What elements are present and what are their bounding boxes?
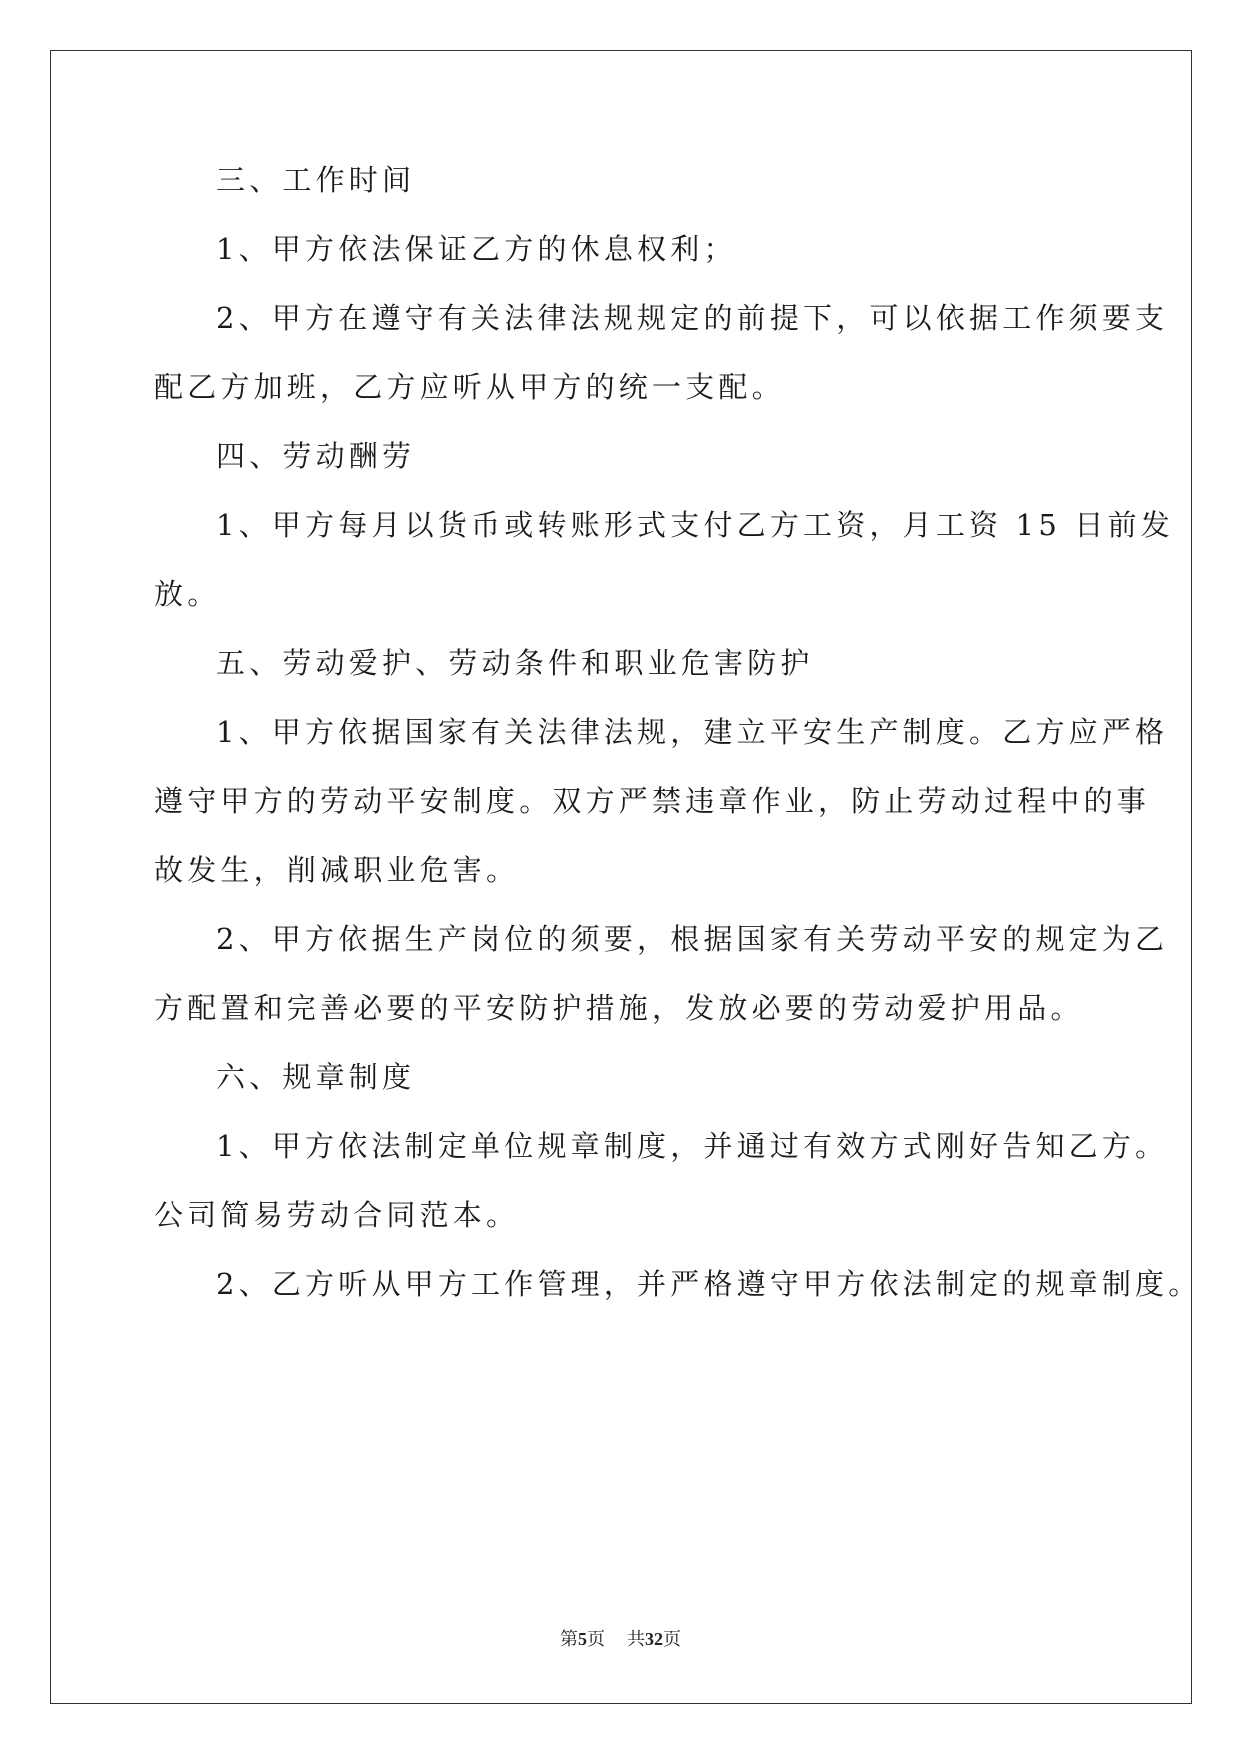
total-unit: 页 bbox=[663, 1629, 681, 1649]
paragraph-line: 遵守甲方的劳动平安制度。双方严禁违章作业，防止劳动过程中的事 bbox=[154, 784, 1151, 818]
paragraph-line: 1、甲方每月以货币或转账形式支付乙方工资，月工资 15 日前发 bbox=[216, 508, 1174, 542]
section-heading-remuneration: 四、劳动酬劳 bbox=[216, 439, 416, 473]
section-heading-rules: 六、规章制度 bbox=[216, 1060, 416, 1094]
paragraph-line: 放。 bbox=[154, 577, 221, 611]
page-total: 32 bbox=[645, 1629, 663, 1649]
paragraph-line: 1、甲方依据国家有关法律法规，建立平安生产制度。乙方应严格 bbox=[216, 715, 1169, 749]
section-heading-work-time: 三、工作时间 bbox=[216, 163, 416, 197]
paragraph-line: 2、乙方听从甲方工作管理，并严格遵守甲方依法制定的规章制度。 bbox=[216, 1267, 1202, 1301]
paragraph-line: 1、甲方依法制定单位规章制度，并通过有效方式刚好告知乙方。 bbox=[216, 1129, 1169, 1163]
page-current: 5 bbox=[578, 1629, 587, 1649]
page-footer bbox=[0, 1627, 1241, 1651]
paragraph-line: 配乙方加班，乙方应听从甲方的统一支配。 bbox=[154, 370, 785, 404]
paragraph-line: 故发生，削减职业危害。 bbox=[154, 853, 520, 887]
section-heading-protection: 五、劳动爱护、劳动条件和职业危害防护 bbox=[216, 646, 814, 680]
paragraph-line: 2、甲方在遵守有关法律法规规定的前提下，可以依据工作须要支 bbox=[216, 301, 1169, 335]
paragraph-line: 公司简易劳动合同范本。 bbox=[154, 1198, 520, 1232]
page-unit: 页 bbox=[587, 1629, 605, 1649]
paragraph-line: 2、甲方依据生产岗位的须要，根据国家有关劳动平安的规定为乙 bbox=[216, 922, 1169, 956]
total-prefix: 共 bbox=[627, 1629, 645, 1649]
paragraph-line: 1、甲方依法保证乙方的休息权利； bbox=[216, 232, 737, 266]
paragraph-line: 方配置和完善必要的平安防护措施，发放必要的劳动爱护用品。 bbox=[154, 991, 1084, 1025]
page-prefix: 第 bbox=[560, 1629, 578, 1649]
